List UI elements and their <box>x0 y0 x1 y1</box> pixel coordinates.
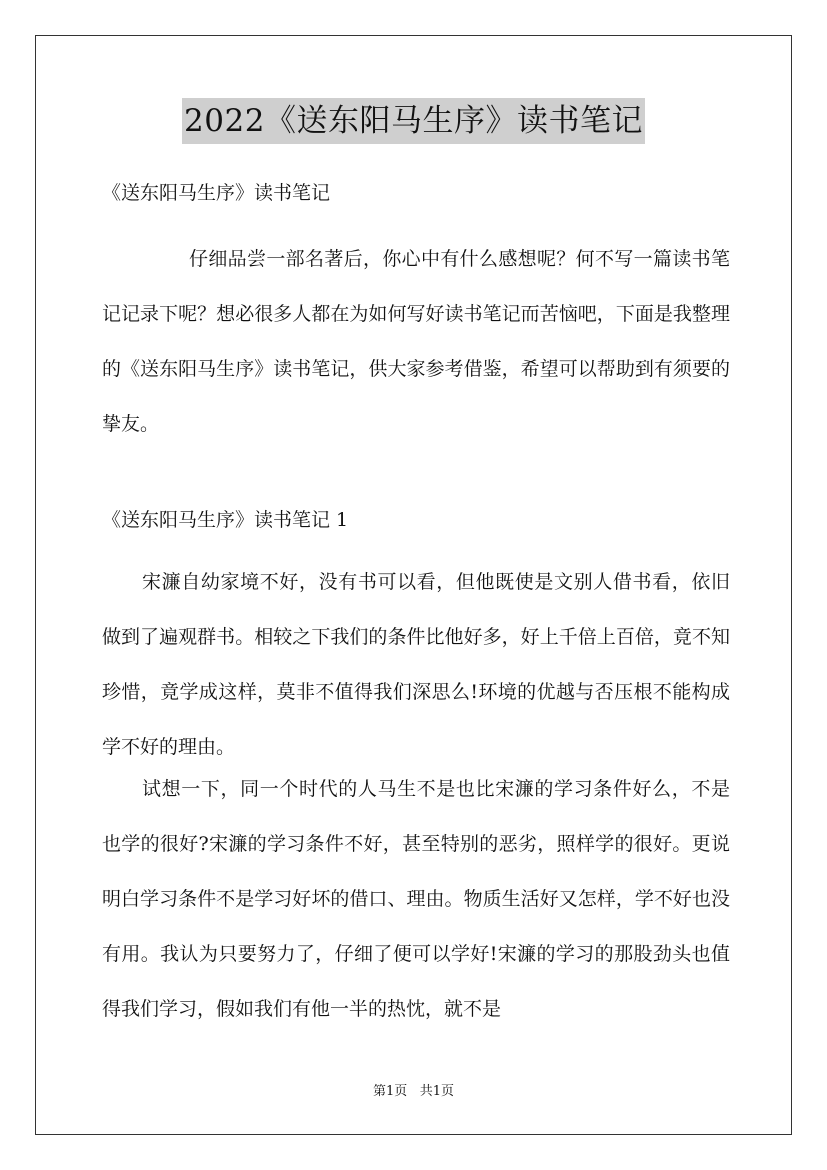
body-paragraph-1: 宋濂自幼家境不好，没有书可以看，但他既使是文别人借书看，依旧做到了遍观群书。相较之下我们的条件比他好多，好上千倍上百倍，竟不知珍惜，竟学成这样，莫非不值得我们深思么!环境的优越与否压根不能构成学不好的理由。 <box>102 571 730 758</box>
document-title: 2022《送东阳马生序》读书笔记 <box>182 98 645 144</box>
section-heading: 《送东阳马生序》读书笔记 1 <box>102 509 349 531</box>
page-footer <box>0 1082 827 1102</box>
page-total: 共1页 <box>419 1084 454 1099</box>
document-subtitle: 《送东阳马生序》读书笔记 <box>102 182 331 204</box>
page-number: 第1页 <box>373 1084 408 1099</box>
body-paragraph-2: 试想一下，同一个时代的人马生不是也比宋濂的学习条件好么，不是也学的很好?宋濂的学习条件不好，甚至特别的恶劣，照样学的很好。更说明白学习条件不是学习好坏的借口、理由。物质生活好又怎样，学不好也没有用。我认为只要努力了，仔细了便可以学好!宋濂的学习的那股劲头也值得我们学习，假如我们有他一半的热忱，就不是 <box>102 778 730 1020</box>
title-container <box>0 98 827 144</box>
intro-paragraph: 仔细品尝一部名著后，你心中有什么感想呢？何不写一篇读书笔记记录下呢？想必很多人都在为如何写好读书笔记而苦恼吧，下面是我整理的《送东阳马生序》读书笔记，供大家参考借鉴，希望可以帮助到有须要的挚友。 <box>102 248 730 435</box>
footer-spacer <box>407 1084 419 1099</box>
